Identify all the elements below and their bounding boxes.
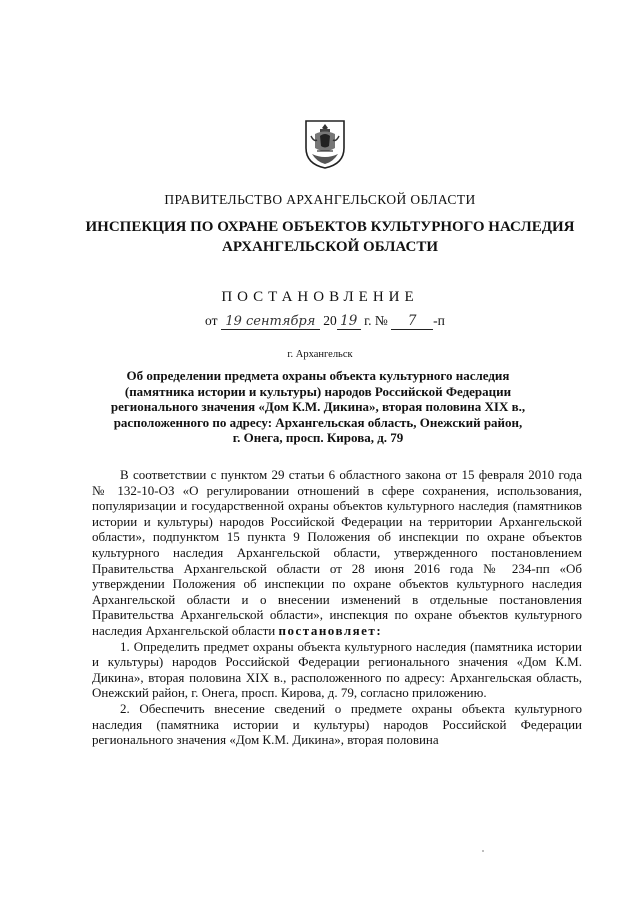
date-prefix: от (205, 313, 218, 328)
title-line: Об определении предмета охраны объекта культурного наследия (126, 368, 510, 383)
document-type: ПОСТАНОВЛЕНИЕ (221, 289, 419, 305)
preamble-text: В соответствии с пунктом 29 статьи 6 областного закона от 15 февраля 2010 года № 132-10-ОЗ «О регулировании отношений в сфере сохранения, использования, популяризации и государственной охраны объектов культурного наследия (памятников истории и культуры) народов Российской Федерации на территории Архангельской области», подпунктом 15 пункта 9 Положения об инспекции по охране объектов культурного наследия Архангельской области, утвержденного постановлением Правительства Архангельской области от 28 июня 2016 года № 234-пп «Об утверждении Положения об инспекции по охране объектов культурного наследия Архангельской области и о внесении изменений в отдельные постановления Правительства Архангельской области», инспекция по охране объектов культурного наследия Архангельской области (92, 467, 582, 638)
title-line: (памятника истории и культуры) народов Российской Федерации (124, 383, 512, 399)
handwritten-date: 19 сентября (221, 314, 320, 330)
date-year-unit: г. № (364, 313, 388, 328)
scan-speck (482, 850, 484, 852)
preamble-paragraph (92, 467, 582, 639)
document-body (92, 467, 582, 748)
inspection-name-line1: ИНСПЕКЦИЯ ПО ОХРАНЕ ОБЪЕКТОВ КУЛЬТУРНОГО НАСЛЕДИЯ (85, 219, 575, 235)
inspection-name-line2: АРХАНГЕЛЬСКОЙ ОБЛАСТИ (222, 239, 438, 255)
number-suffix: -п (433, 313, 445, 328)
handwritten-year: 19 (337, 313, 361, 330)
document-title (108, 368, 528, 446)
city: г. Архангельск (287, 349, 353, 360)
date-year-prefix: 20 (323, 313, 337, 328)
inspection-name (70, 217, 590, 257)
decree-word: постановляет: (278, 622, 383, 638)
title-line: расположенного по адресу: Архангельская область, Онежский район, (113, 414, 523, 430)
item-2-paragraph: 2. Обеспечить внесение сведений о предмете охраны объекта культурного наследия (памятника истории и культуры) народов Российской Федерации регионального значения «Дом К.М. Дикина», вторая половина (92, 700, 582, 748)
title-line: регионального значения «Дом К.М. Дикина», вторая половина XIX в., (110, 399, 526, 414)
title-line: г. Онега, просп. Кирова, д. 79 (232, 430, 404, 445)
item-1-paragraph: 1. Определить предмет охраны объекта культурного наследия (памятника истории и культуры) народов Российской Федерации регионального значения «Дом К.М. Дикина», вторая половина XIX в., расположенного по адресу: Архангельская область, Онежский район, г. Онега, просп. Кирова, д. 79, согласно приложению. (92, 638, 582, 701)
government-name: ПРАВИТЕЛЬСТВО АРХАНГЕЛЬСКОЙ ОБЛАСТИ (164, 192, 476, 207)
handwritten-number: 7 (391, 313, 433, 330)
date-number-line (205, 313, 445, 330)
coat-of-arms-emblem (303, 118, 347, 170)
